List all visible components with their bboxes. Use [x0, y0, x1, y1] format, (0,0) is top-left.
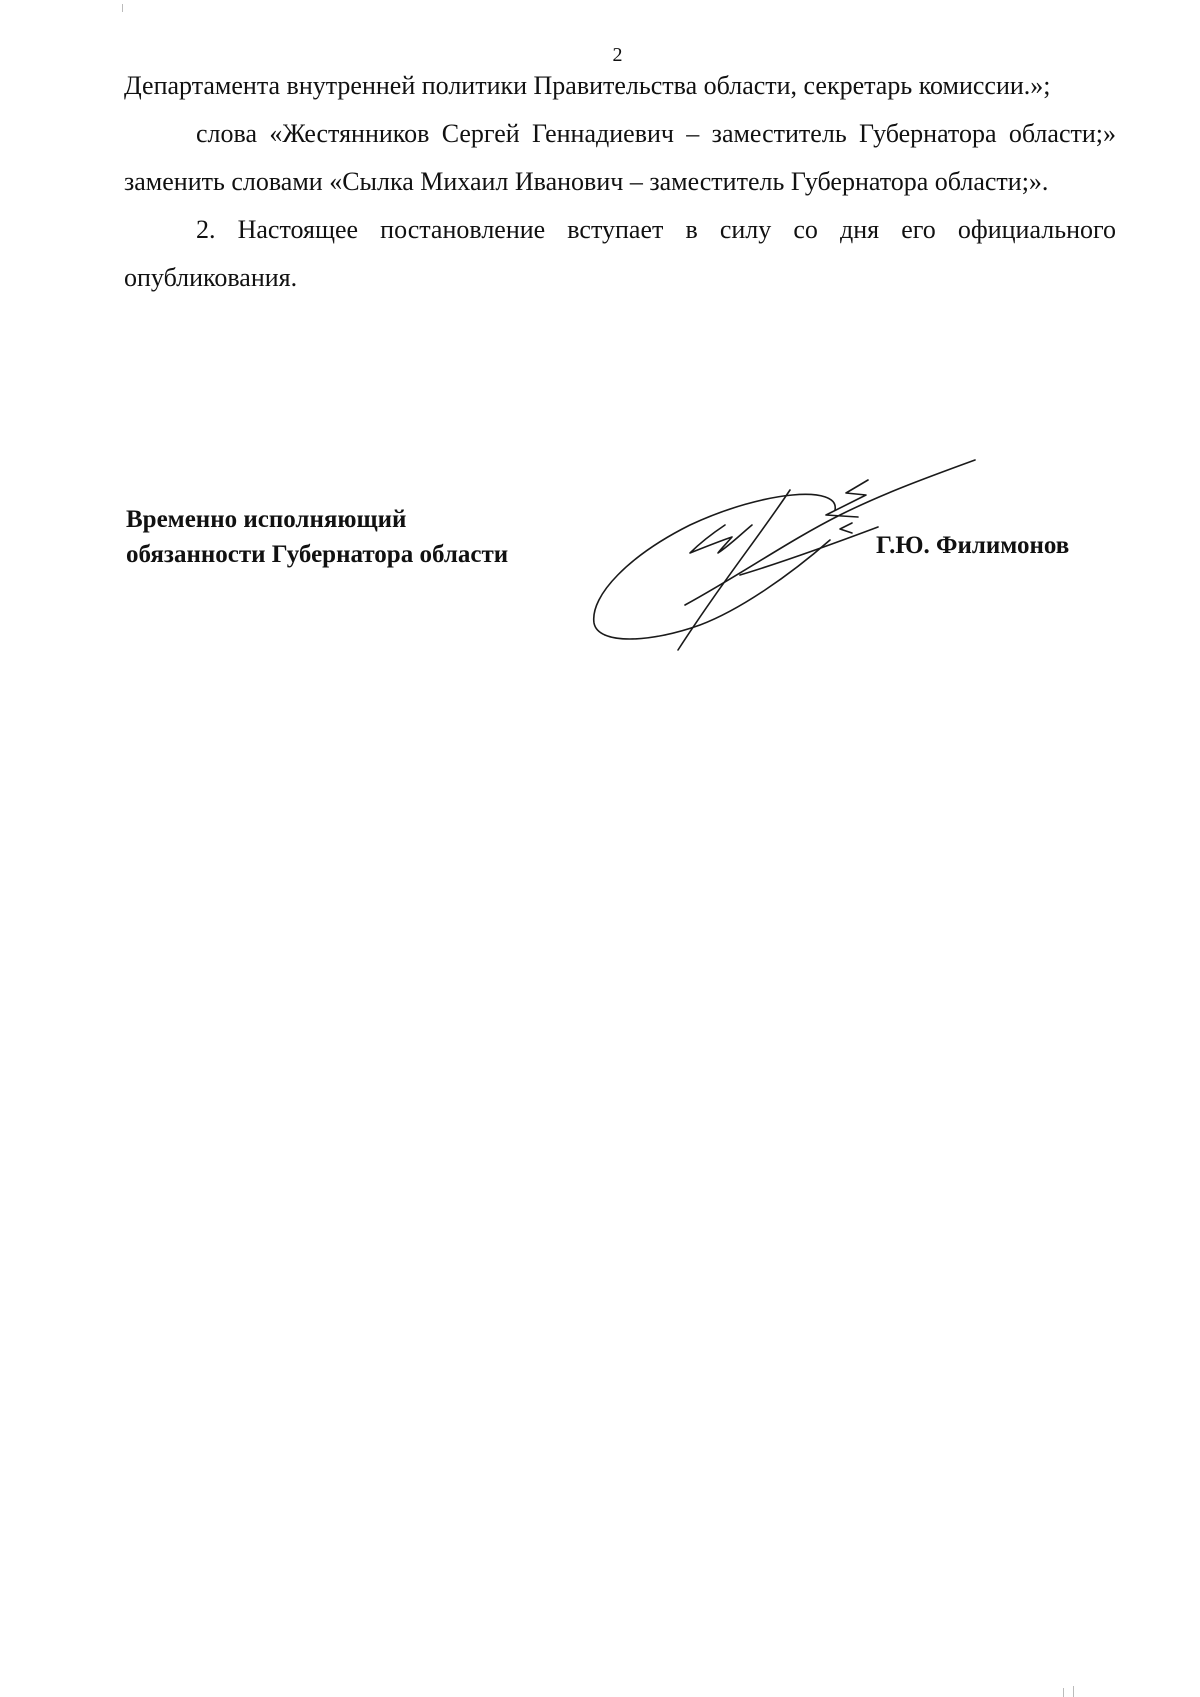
signatory-title-line-2: обязанности Губернатора области	[126, 541, 509, 568]
paragraph-continuation: Департамента внутренней политики Правительства области, секретарь комиссии.»;	[124, 71, 1051, 100]
signatory-title-line-1: Временно исполняющий	[126, 506, 407, 533]
scan-mark-bottom	[1063, 1688, 1064, 1697]
scan-mark-top	[122, 4, 123, 12]
page-number: 2	[612, 44, 623, 66]
paragraph-replacement: слова «Жестянников Сергей Геннадиевич – заместитель Губернатора области;» заменить словами «Сылка Михаил Иванович – заместитель Губернатора области;».	[124, 119, 1116, 196]
document-body	[124, 62, 1116, 302]
signatory-name: Г.Ю. Филимонов	[876, 532, 1070, 559]
signatory-title	[126, 502, 508, 572]
paragraph-effective-date: 2. Настоящее постановление вступает в силу со дня его официального опубликования.	[124, 215, 1116, 292]
scan-mark-bottom-2	[1073, 1686, 1074, 1697]
